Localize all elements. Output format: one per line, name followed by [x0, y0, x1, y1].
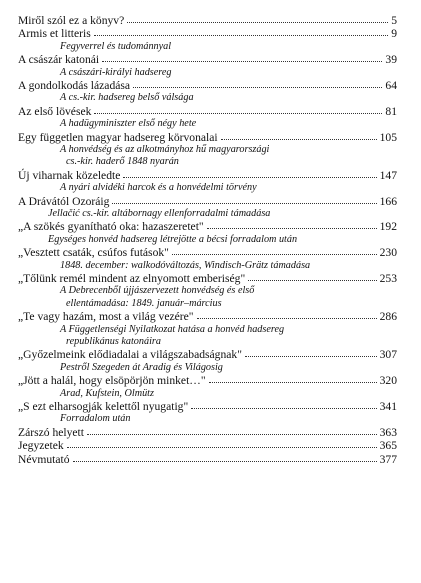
toc-entry-title: A gondolkodás lázadása	[18, 78, 131, 92]
dot-leader	[133, 78, 382, 88]
toc-subtitle: A honvédség és az alkotmányhoz hű magyarországi	[60, 143, 270, 155]
toc-page-number: 147	[379, 168, 397, 182]
toc-entry	[18, 14, 397, 27]
dot-leader	[112, 194, 376, 204]
toc-entry	[18, 169, 397, 182]
toc-subtitle: A Debrecenből újjászervezett honvédség és első	[60, 285, 255, 297]
dot-leader	[127, 13, 388, 23]
toc-page-number: 9	[391, 27, 397, 41]
toc-entry	[18, 439, 397, 452]
toc-entry	[18, 310, 397, 323]
toc-entry	[18, 453, 397, 466]
toc-page-number: 5	[391, 14, 397, 27]
toc-subtitle: A cs.-kir. hadsereg belső válsága	[60, 92, 194, 104]
toc-subtitle: Pestről Szegeden át Aradig és Világosig	[60, 361, 223, 373]
toc-subtitle: A nyári alvidéki harcok és a honvédelmi törvény	[60, 182, 257, 194]
dot-leader	[123, 168, 376, 178]
toc-page-number: 105	[379, 130, 397, 144]
toc-entry	[18, 195, 397, 208]
toc-entry	[18, 220, 397, 233]
toc-entry-title: „A szökés gyanítható oka: hazaszeretet"	[18, 220, 204, 234]
toc-entry	[18, 105, 397, 118]
dot-leader	[197, 309, 377, 319]
toc-page-number: 377	[379, 452, 397, 466]
toc-entry-title: Új viharnak közeledte	[18, 168, 121, 182]
toc-entry-title: „Tőlünk remél mindent az elnyomott emberiség"	[18, 271, 246, 285]
toc-entry-title: Armis et litteris	[18, 27, 91, 41]
toc-entry-title: „Vesztett csaták, csúfos futások"	[18, 246, 169, 260]
dot-leader	[191, 399, 376, 409]
toc-subtitle: ellentámadása: 1849. január–március	[66, 297, 222, 309]
dot-leader	[67, 438, 377, 448]
toc-page-number: 81	[385, 104, 397, 118]
dot-leader	[221, 130, 377, 140]
toc-entry-title: „Te vagy hazám, most a világ vezére"	[18, 310, 194, 324]
toc-entry-title: Zárszó helyett	[18, 425, 84, 439]
dot-leader	[102, 52, 382, 62]
toc-page-number: 341	[379, 399, 397, 413]
toc-entry-title: Jegyzetek	[18, 439, 64, 453]
toc-entry-title: Miről szól ez a könyv?	[18, 14, 125, 27]
dot-leader	[245, 347, 377, 357]
toc-entry-title: A Drávától Ozoráig	[18, 194, 110, 208]
dot-leader	[209, 373, 377, 383]
toc-subtitle: Arad, Kufstein, Olmütz	[60, 387, 154, 399]
toc-page-number: 307	[379, 348, 397, 362]
toc-subtitle: A Függetlenségi Nyilatkozat hatása a honvéd hadsereg	[60, 323, 285, 335]
dot-leader	[207, 219, 377, 229]
toc-subtitle: republikánus katonáira	[66, 335, 161, 347]
toc-page-number: 230	[379, 246, 397, 260]
toc-entry-title: A császár katonái	[18, 53, 100, 67]
toc-entry	[18, 374, 397, 387]
toc-entry-title: Egy független magyar hadsereg körvonalai	[18, 130, 218, 144]
toc-entry	[18, 27, 397, 40]
toc-page-number: 253	[379, 271, 397, 285]
toc-entry-title: „S ezt elharsogják kelettől nyugatig"	[18, 399, 189, 413]
toc-entry	[18, 272, 397, 285]
toc-entry	[18, 426, 397, 439]
dot-leader	[248, 271, 376, 281]
table-of-contents	[18, 14, 397, 466]
toc-subtitle: 1848. december: walkodóváltozás, Windisch-Grätz támadása	[60, 259, 311, 271]
toc-entry-title: „Jött a halál, hogy elsöpörjön minket…"	[18, 374, 206, 388]
toc-page-number: 166	[379, 194, 397, 208]
toc-entry-title: Az első lövések	[18, 104, 92, 118]
toc-page-number: 363	[379, 425, 397, 439]
toc-page-number: 365	[379, 439, 397, 453]
toc-entry	[18, 246, 397, 259]
dot-leader	[94, 104, 382, 114]
toc-page-number: 192	[379, 220, 397, 234]
toc-entry	[18, 79, 397, 92]
dot-leader	[73, 452, 377, 462]
toc-page-number: 64	[385, 78, 397, 92]
toc-entry	[18, 131, 397, 144]
toc-subtitle: cs.-kir. haderő 1848 nyarán	[66, 156, 179, 168]
toc-subtitle: A császári-királyi hadsereg	[60, 66, 172, 78]
toc-subtitle: Egységes honvéd hadsereg létrejötte a bécsi forradalom után	[48, 233, 298, 245]
toc-subtitle: A hadügyminiszter első négy hete	[60, 118, 197, 130]
toc-subtitle: Forradalom után	[60, 413, 131, 425]
toc-subtitle: Jellačić cs.-kir. altábornagy ellenforradalmi támadása	[48, 207, 271, 219]
toc-page-number: 320	[379, 374, 397, 388]
toc-page-number: 286	[379, 310, 397, 324]
dot-leader	[94, 26, 388, 36]
toc-entry-title: Névmutató	[18, 452, 70, 466]
toc-entry	[18, 400, 397, 413]
toc-entry-title: „Győzelmeink elődiadalai a világszabadságnak"	[18, 348, 242, 362]
dot-leader	[87, 425, 377, 435]
dot-leader	[172, 245, 377, 255]
toc-entry	[18, 348, 397, 361]
toc-subtitle: Fegyverrel és tudománnyal	[60, 40, 172, 52]
toc-entry	[18, 53, 397, 66]
toc-page-number: 39	[385, 53, 397, 67]
